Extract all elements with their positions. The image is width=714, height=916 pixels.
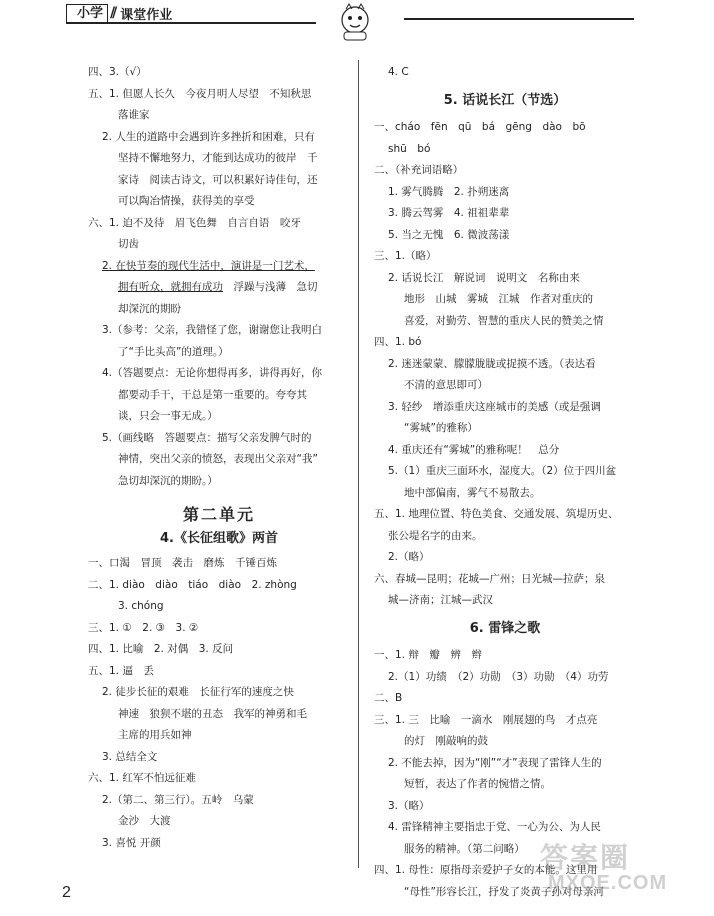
answer-line: 三、1.（略）	[374, 250, 437, 262]
answer-line: 3. chóng	[118, 600, 164, 612]
answer-line: 坚持不懈地努力，才能到达成功的彼岸 千	[118, 152, 318, 164]
watermark-url: MXQE.COM	[548, 872, 668, 894]
page-number: 2	[62, 884, 71, 901]
answer-line: 神速 狼狈不堪的丑态 我军的神勇和毛	[118, 707, 307, 720]
lesson4-answers	[88, 553, 350, 854]
answer-line: 一、cháo fēn qū bá gēng dào bō	[374, 121, 586, 133]
lesson5-title: 5. 话说长江（节选）	[443, 92, 567, 108]
answer-line: 谈，只会一事无成。）	[118, 410, 218, 422]
answer-line: 服务的精神。（第二问略）	[404, 842, 525, 855]
answer-line: 切齿	[118, 238, 139, 250]
answer-line: 主席的用兵如神	[118, 729, 192, 741]
answer-line: “母性”形容长江，抒发了炎黄子孙对母亲河	[404, 885, 604, 898]
answer-line	[88, 277, 350, 299]
answer-line: 短暂，表达了作者的惋惜之情。	[404, 778, 551, 790]
mascot-logo-icon	[334, 2, 376, 42]
prev-lesson-tail	[374, 62, 636, 84]
answer-line: 2.（第二、第三行）。五岭 乌蒙	[102, 793, 254, 806]
answer-line: 二、（补充词语略）	[374, 164, 464, 176]
page-header	[0, 0, 714, 40]
answer-line: 4. 雷锋精神主要指忠于党、一心为公、为人民	[388, 821, 601, 833]
answer-line: 2. 徒步长征的艰难 长征行军的速度之快	[102, 686, 294, 698]
answer-line: 3. 总结全文	[102, 750, 158, 763]
unit-title: 第二单元	[182, 505, 255, 524]
answer-line: 金沙 大渡	[118, 815, 171, 827]
answer-line: 家诗 阅读古诗文，可以积累好诗佳句，还	[118, 173, 318, 186]
lesson4-title: 4.《长征组歌》两首	[160, 530, 278, 546]
answer-line: 五、1. 逼 丢	[88, 664, 154, 677]
answer-line: 一、口渴 冒顶 袭击 磨炼 千锤百炼	[88, 557, 277, 569]
answer-line: 急切却深沉的期盼。）	[118, 474, 218, 487]
answer-line: 二、1. diào diào tiáo diào 2. zhòng	[88, 578, 297, 591]
right-column	[374, 62, 636, 903]
answer-line: 3. 轻纱 增添重庆这座城市的美感（或是强调	[388, 400, 601, 413]
answer-line: 4.（答题要点：无论你想得再多，讲得再好，你	[102, 367, 323, 379]
left-answers	[88, 62, 350, 492]
lesson5-answers	[374, 117, 636, 612]
column-divider	[358, 60, 359, 868]
answer-line: 一、1. 辩 瓣 辨 辫	[374, 649, 482, 661]
answer-line: 不清的意思即可）	[404, 379, 488, 391]
answer-line: 可以陶冶情操，获得美的享受	[118, 195, 255, 207]
answer-line: 地中部偏南，雾气不易散去。	[404, 486, 541, 499]
header-grade: 小学	[66, 4, 108, 22]
phrase-rest: 浮躁与浅薄 急切	[223, 281, 318, 293]
answer-line: 3.（参考：父亲，我错怪了您，谢谢您让我明白	[102, 324, 323, 336]
lesson6-title: 6. 雷锋之歌	[469, 620, 541, 636]
header-band	[66, 4, 316, 24]
answer-line: 四、3.（√）	[88, 66, 147, 78]
answer-line: 3. 腾云驾雾 4. 祖祖辈辈	[388, 207, 510, 219]
answer-line: 4. 重庆还有“雾城”的雅称呢！ 总分	[388, 443, 560, 456]
answer-line: 2. 迷迷蒙蒙、朦朦胧胧或捉摸不透。（表达看	[388, 357, 596, 370]
header-title: 课堂作业	[120, 7, 173, 23]
answer-line: 3.（略）	[388, 799, 430, 812]
answer-line: 1. 雾气腾腾 2. 扑朔迷离	[388, 185, 510, 198]
answer-line: 六、春城—昆明；花城—广州；日光城—拉萨；泉	[374, 572, 605, 585]
answer-line: 5. 当之无愧 6. 微波荡漾	[388, 228, 510, 241]
answer-line: shū bó	[388, 142, 431, 155]
answer-line: 城—济南；江城—武汉	[388, 594, 493, 606]
answer-line: 五、1. 但愿人长久 今夜月明人尽望 不知秋思	[88, 87, 312, 100]
answer-line: 张公堤名字的由来。	[388, 529, 483, 542]
answer-line: 4. C	[388, 66, 409, 78]
answer-line: 神情，突出父亲的愤怒，表现出父亲对“我”	[118, 453, 318, 465]
answer-line: 二、B	[374, 692, 403, 704]
answer-line: 2. 不能去掉，因为“刚”“才”表现了雷锋人生的	[388, 756, 602, 769]
watermark-text: 答案圈	[540, 841, 631, 874]
answer-line: 的灯 刚敲响的鼓	[404, 735, 488, 747]
answer-line: 六、1. 迫不及待 眉飞色舞 自言自语 咬牙	[88, 216, 301, 229]
answer-line: 2.（略）	[388, 551, 430, 563]
answer-line: 5.（画线略 答题要点：描写父亲发脾气时的	[102, 431, 312, 444]
underlined-phrase: 拥有听众，就拥有成功	[118, 281, 223, 293]
header-slashes: //	[110, 5, 115, 21]
answer-line: 都要动手干，干总是第一重要的。夸夸其	[118, 388, 307, 401]
answer-line: 三、1. 三 比喻 一滴水 刚展翅的鸟 才点亮	[374, 713, 598, 726]
answer-line: 地形 山城 雾城 江城 作者对重庆的	[404, 293, 593, 305]
answer-line: 四、1. 母性：原指母亲爱护子女的本能。这里用	[374, 864, 598, 876]
answer-line: 2. 话说长江 解说词 说明文 名称由来	[388, 271, 580, 284]
answer-line: 却深沉的期盼	[118, 302, 181, 315]
answer-line: 四、1. bó	[374, 336, 422, 348]
answer-line: 五、1. 地理位置、特色美食、交通发展、筑堤历史、	[374, 508, 619, 520]
answer-line: 2. 在快节奏的现代生活中，演讲是一门艺术，	[102, 259, 315, 272]
answer-line: 六、1. 红军不怕远征难	[88, 772, 196, 784]
answer-line: 落谁家	[118, 109, 150, 121]
header-rule	[404, 18, 634, 20]
left-column	[88, 62, 350, 854]
answer-line: 喜爱，对勤劳、智慧的重庆人民的赞美之情	[404, 314, 604, 327]
answer-line: 2.（1）功绩 （2）功勋 （3）功勋 （4）功劳	[388, 670, 609, 683]
answer-line: 四、1. 比喻 2. 对偶 3. 反问	[88, 643, 234, 655]
answer-line: 三、1. ① 2. ③ 3. ②	[88, 621, 199, 634]
answer-line: “雾城”的雅称）	[404, 422, 478, 434]
answer-line: 了“手比头高”的道理。）	[118, 345, 229, 358]
answer-line: 2. 人生的道路中会遇到许多挫折和困难，只有	[102, 130, 315, 143]
answer-line: 3. 喜悦 开颜	[102, 836, 161, 849]
answer-line: 5.（1）重庆三面环水，湿度大。（2）位于四川盆	[388, 465, 617, 477]
